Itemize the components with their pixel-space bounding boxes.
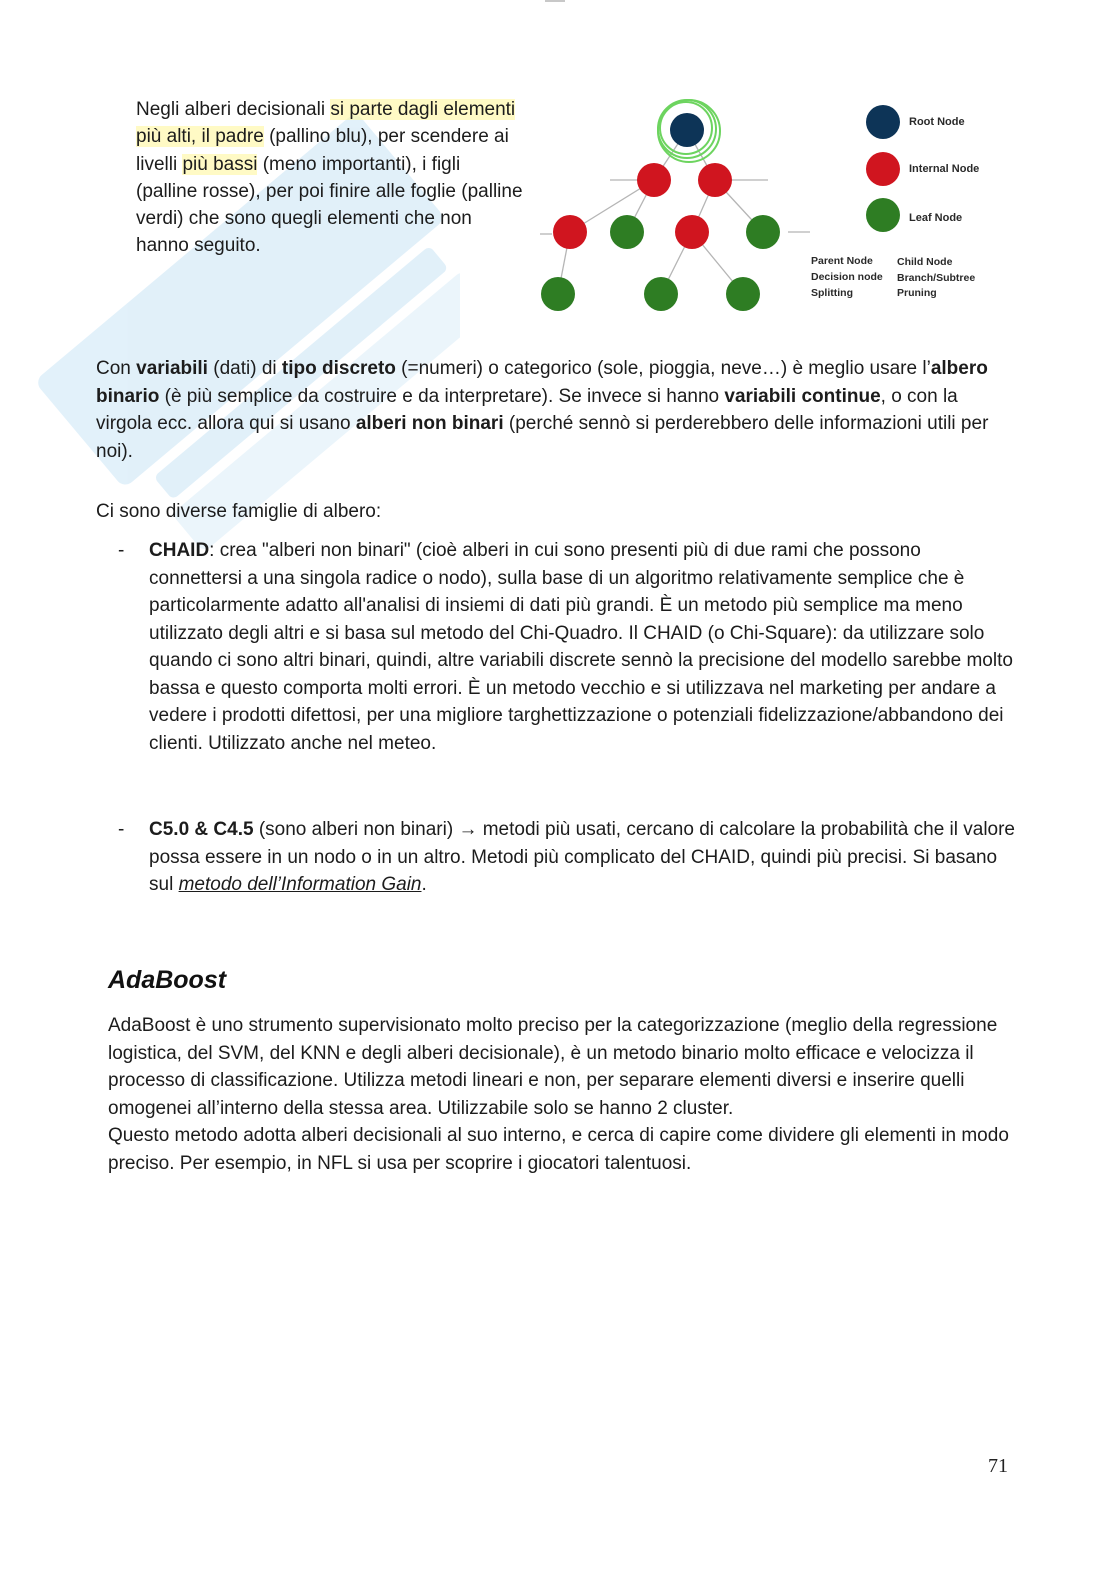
- legend-root-dot: [866, 105, 900, 139]
- var-bold-albero-binario: albero binario: [96, 358, 988, 407]
- var-text-3: (=numeri) o categorico (sole, pioggia, neve…) è meglio usare l’: [395, 358, 931, 379]
- list-item-chaid: [118, 537, 1018, 757]
- legend-internal-label: Internal Node: [909, 163, 980, 175]
- leaf-node-4: [644, 277, 678, 311]
- variables-paragraph: [96, 355, 1016, 465]
- legend-internal-dot: [866, 152, 900, 186]
- term-parent-node: Parent Node: [811, 255, 873, 267]
- leaf-node-3: [541, 277, 575, 311]
- intro-highlight-2: il padre: [201, 126, 264, 148]
- top-mark: [545, 0, 565, 2]
- internal-node-3: [553, 215, 587, 249]
- list-dash: -: [118, 819, 125, 840]
- list-item-c50: [118, 816, 1018, 899]
- var-text-6: (perché sennò si perderebbero delle informazioni utili per noi).: [96, 413, 989, 462]
- term-decision-node: Decision node: [811, 271, 883, 283]
- intro-text-2: (pallino blu), per scendere ai livelli: [136, 126, 509, 175]
- intro-text-3: (meno importanti), i figli (palline rosse), per poi finire alle foglie (palline verdi) che sono quegli elementi che non hanno seguito.: [136, 153, 523, 257]
- legend-root-label: Root Node: [909, 116, 965, 128]
- chaid-description: : crea "alberi non binari" (cioè alberi in cui sono presenti più di due rami che possono connettersi a una singola radice o nodo), sulla base di un algoritmo relativamente semplice che è particolarmente adatto all'analisi di insiemi di dati più grandi. È un metodo più semplice ma meno utilizzato degli altri e si basa sul metodo del Chi-Quadro. Il CHAID (o Chi-Square): da utilizzare solo quando ci sono altri binari, quindi, altre variabili discrete sennò la precisione del modello sarebbe molto bassa e questo comporta molti errori. È un metodo vecchio e si utilizzava nel marketing per andare a vedere i prodotti difettosi, per una migliore targhettizzazione o potenziali fidelizzazione/abbandono dei clienti. Utilizzato anche nel meteo.: [149, 540, 1013, 754]
- families-intro: Ci sono diverse famiglie di albero:: [96, 501, 382, 522]
- var-text-2: (dati) di: [207, 358, 282, 379]
- adaboost-paragraph-1: AdaBoost è uno strumento supervisionato molto preciso per la categorizzazione (meglio della regressione logistica, del SVM, del KNN e degli alberi decisionale), è un metodo binario molto efficace e velocizza il processo di classificazione. Utilizza metodi lineari e non, per separare elementi diversi e inserire quelli omogenei all’interno della stessa area. Utilizzabile solo se hanno 2 cluster.: [108, 1015, 998, 1119]
- c50-title: C5.0 & C4.5: [149, 819, 254, 840]
- intro-highlight-3: più bassi: [182, 153, 258, 175]
- legend-leaf-dot: [866, 198, 900, 232]
- c50-text-2: metodi più usati, cercano di calcolare la probabilità che il valore possa essere in un nodo o in un altro. Metodi più complicato del CHAID, quindi più precisi. Si basano sul: [149, 819, 1016, 895]
- var-bold-tipo-discreto: tipo discreto: [281, 358, 396, 379]
- var-bold-variabili: variabili: [136, 358, 208, 379]
- var-bold-alberi-non-binari: alberi non binari: [355, 413, 504, 434]
- c50-period: .: [421, 874, 427, 895]
- var-text-1: Con: [96, 358, 137, 379]
- legend-leaf-label: Leaf Node: [909, 212, 963, 224]
- term-pruning: Pruning: [897, 287, 937, 299]
- intro-highlight-1: si parte dagli elementi più alti,: [136, 99, 516, 148]
- decision-tree-diagram: [530, 92, 990, 322]
- internal-node-1: [637, 163, 671, 197]
- adaboost-paragraph-2: Questo metodo adotta alberi decisionali al suo interno, e cerca di capire come dividere gli elementi in modo preciso. Per esempio, in NFL si usa per scoprire i giocatori talentuosi.: [108, 1125, 1009, 1174]
- internal-node-4: [675, 215, 709, 249]
- right-arrow-icon: →: [458, 819, 478, 840]
- information-gain-link[interactable]: metodo dell’Information Gain: [178, 874, 422, 895]
- leaf-node-5: [726, 277, 760, 311]
- adaboost-heading: AdaBoost: [108, 966, 227, 994]
- list-dash: -: [118, 540, 125, 561]
- adaboost-section: [108, 1012, 1028, 1177]
- term-splitting: Splitting: [811, 287, 853, 299]
- leaf-node-2: [746, 215, 780, 249]
- leaf-node-1: [610, 215, 644, 249]
- c50-text: [149, 816, 1018, 899]
- c50-text-1: (sono alberi non binari): [253, 819, 459, 840]
- root-node: [670, 113, 704, 147]
- internal-node-2: [698, 163, 732, 197]
- page-number: 71: [988, 1455, 1008, 1477]
- var-text-4: (è più semplice da costruire e da interpretare). Se invece si hanno: [159, 385, 725, 407]
- chaid-title: CHAID: [149, 540, 210, 561]
- var-text-5: , o con la virgola ecc. allora qui si usano: [96, 385, 958, 434]
- intro-paragraph: [136, 96, 526, 260]
- intro-text-1: Negli alberi decisionali: [136, 99, 331, 120]
- var-bold-variabili-continue: variabili continue: [724, 385, 881, 407]
- chaid-text: [149, 537, 1018, 757]
- term-child-node: Child Node: [897, 256, 953, 268]
- term-branch-subtree: Branch/Subtree: [897, 272, 976, 284]
